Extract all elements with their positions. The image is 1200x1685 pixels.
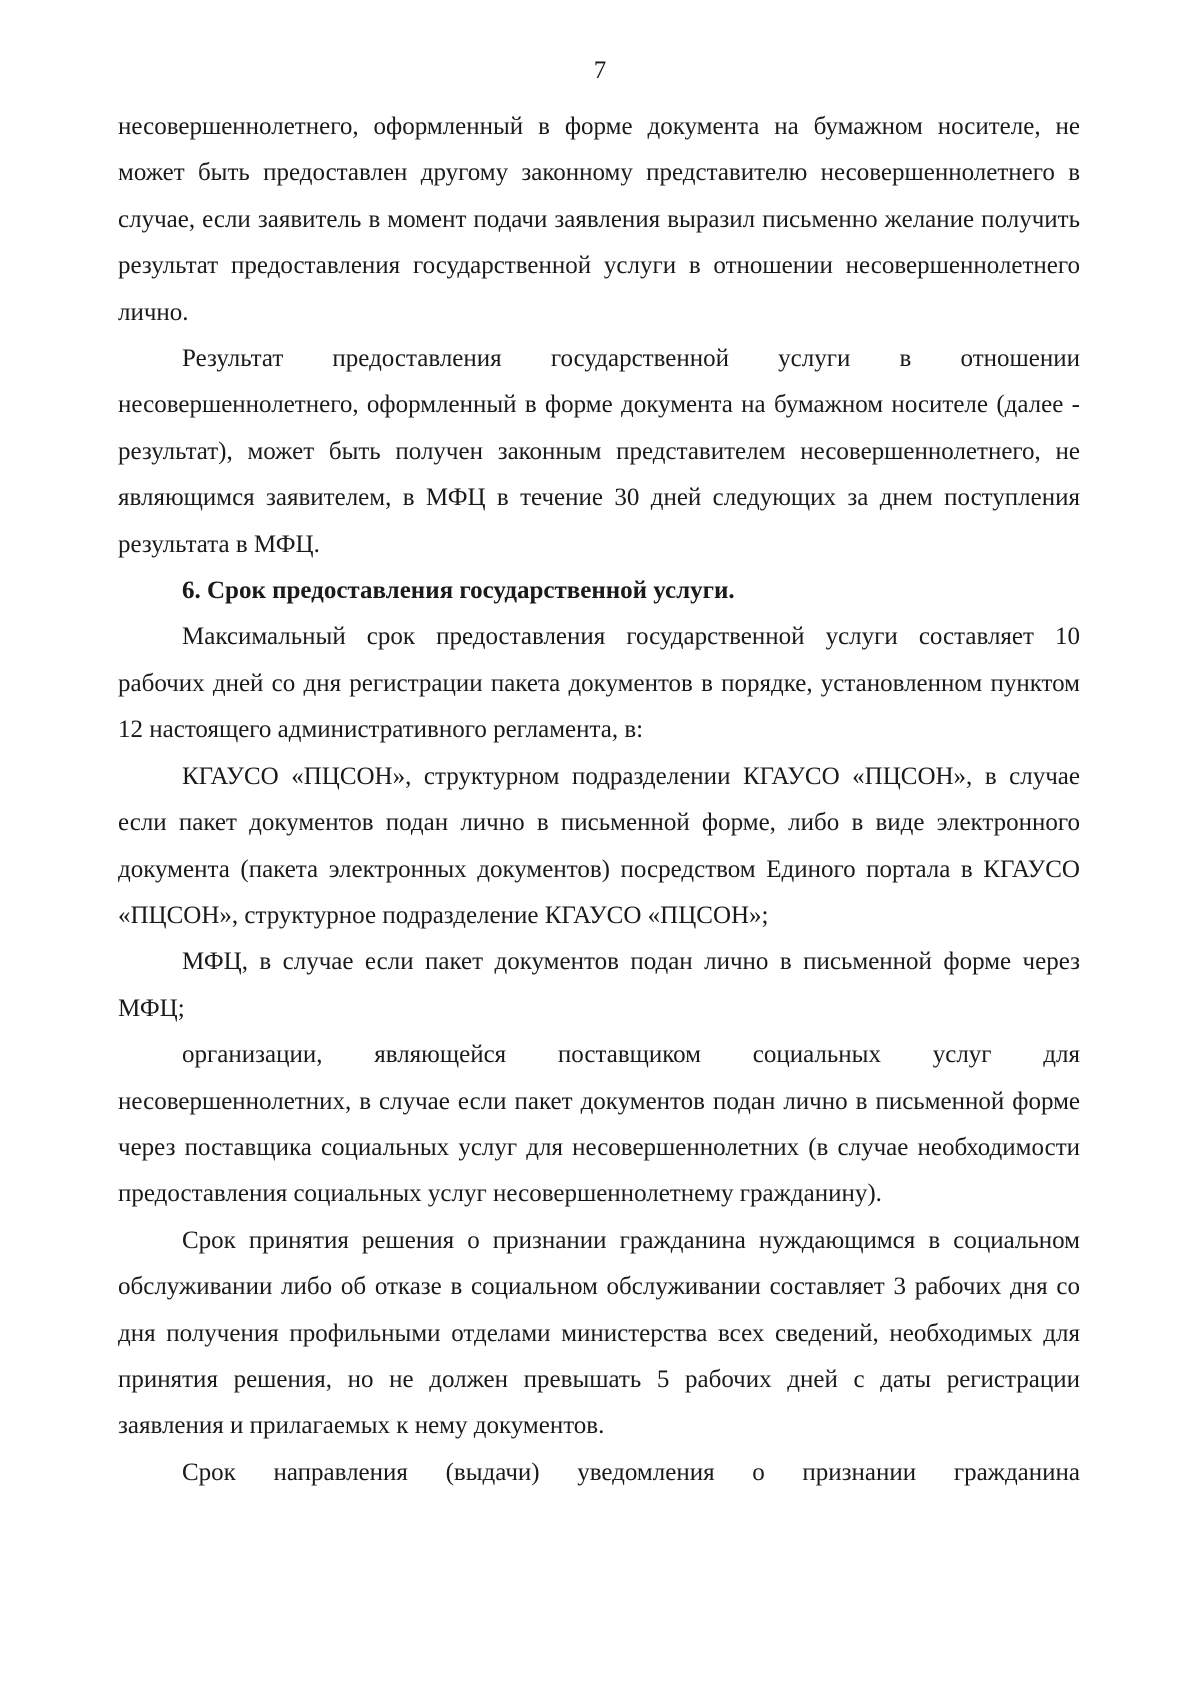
- section-heading-6: 6. Срок предоставления государственной услуги.: [182, 577, 735, 605]
- paragraph-notification-term: Срок направления (выдачи) уведомления о признании гражданина: [182, 1458, 1080, 1486]
- paragraph-decision-term: Срок принятия решения о признании гражданина нуждающимся в социальном обслуживании либо об отказе в социальном обслуживании составляет 3 рабочих дня со дня получения профильными отделами министерства всех сведений, необходимых для принятия решения, но не должен превышать 5 рабочих дней с даты регистрации заявления и прилагаемых к нему документов.: [118, 1226, 1080, 1440]
- paragraph-max-term: Максимальный срок предоставления государственной услуги составляет 10 рабочих дней со дня регистрации пакета документов в порядке, установленном пунктом 12 настоящего административного регламента, в:: [118, 623, 1080, 744]
- paragraph-continuation: несовершеннолетнего, оформленный в форме документа на бумажном носителе, не может быть предоставлен другому законному представителю несовершеннолетнего в случае, если заявитель в момент подачи заявления выразил письменно желание получить результат предоставления государственной услуги в отношении несовершеннолетнего лично.: [118, 113, 1080, 326]
- paragraph-mfc: МФЦ, в случае если пакет документов подан лично в письменной форме через МФЦ;: [118, 948, 1080, 1022]
- paragraph-result-receipt: Результат предоставления государственной услуги в отношении несовершеннолетнего, оформленный в форме документа на бумажном носителе (далее - результат), может быть получен законным представителем несовершеннолетнего, не являющимся заявителем, в МФЦ в течение 30 дней следующих за днем поступления результата в МФЦ.: [118, 345, 1080, 558]
- paragraph-provider-organization: организации, являющейся поставщиком социальных услуг для несовершеннолетних, в случае если пакет документов подан лично в письменной форме через поставщика социальных услуг для несовершеннолетних (в случае необходимости предоставления социальных услуг несовершеннолетнему гражданину).: [118, 1041, 1080, 1208]
- page-number: 7: [593, 57, 607, 84]
- paragraph-kgauso: КГАУСО «ПЦСОН», структурном подразделении КГАУСО «ПЦСОН», в случае если пакет документов подан лично в письменной форме, либо в виде электронного документа (пакета электронных документов) посредством Единого портала в КГАУСО «ПЦСОН», структурное подразделение КГАУСО «ПЦСОН»;: [118, 762, 1080, 929]
- document-body: [118, 104, 1080, 1496]
